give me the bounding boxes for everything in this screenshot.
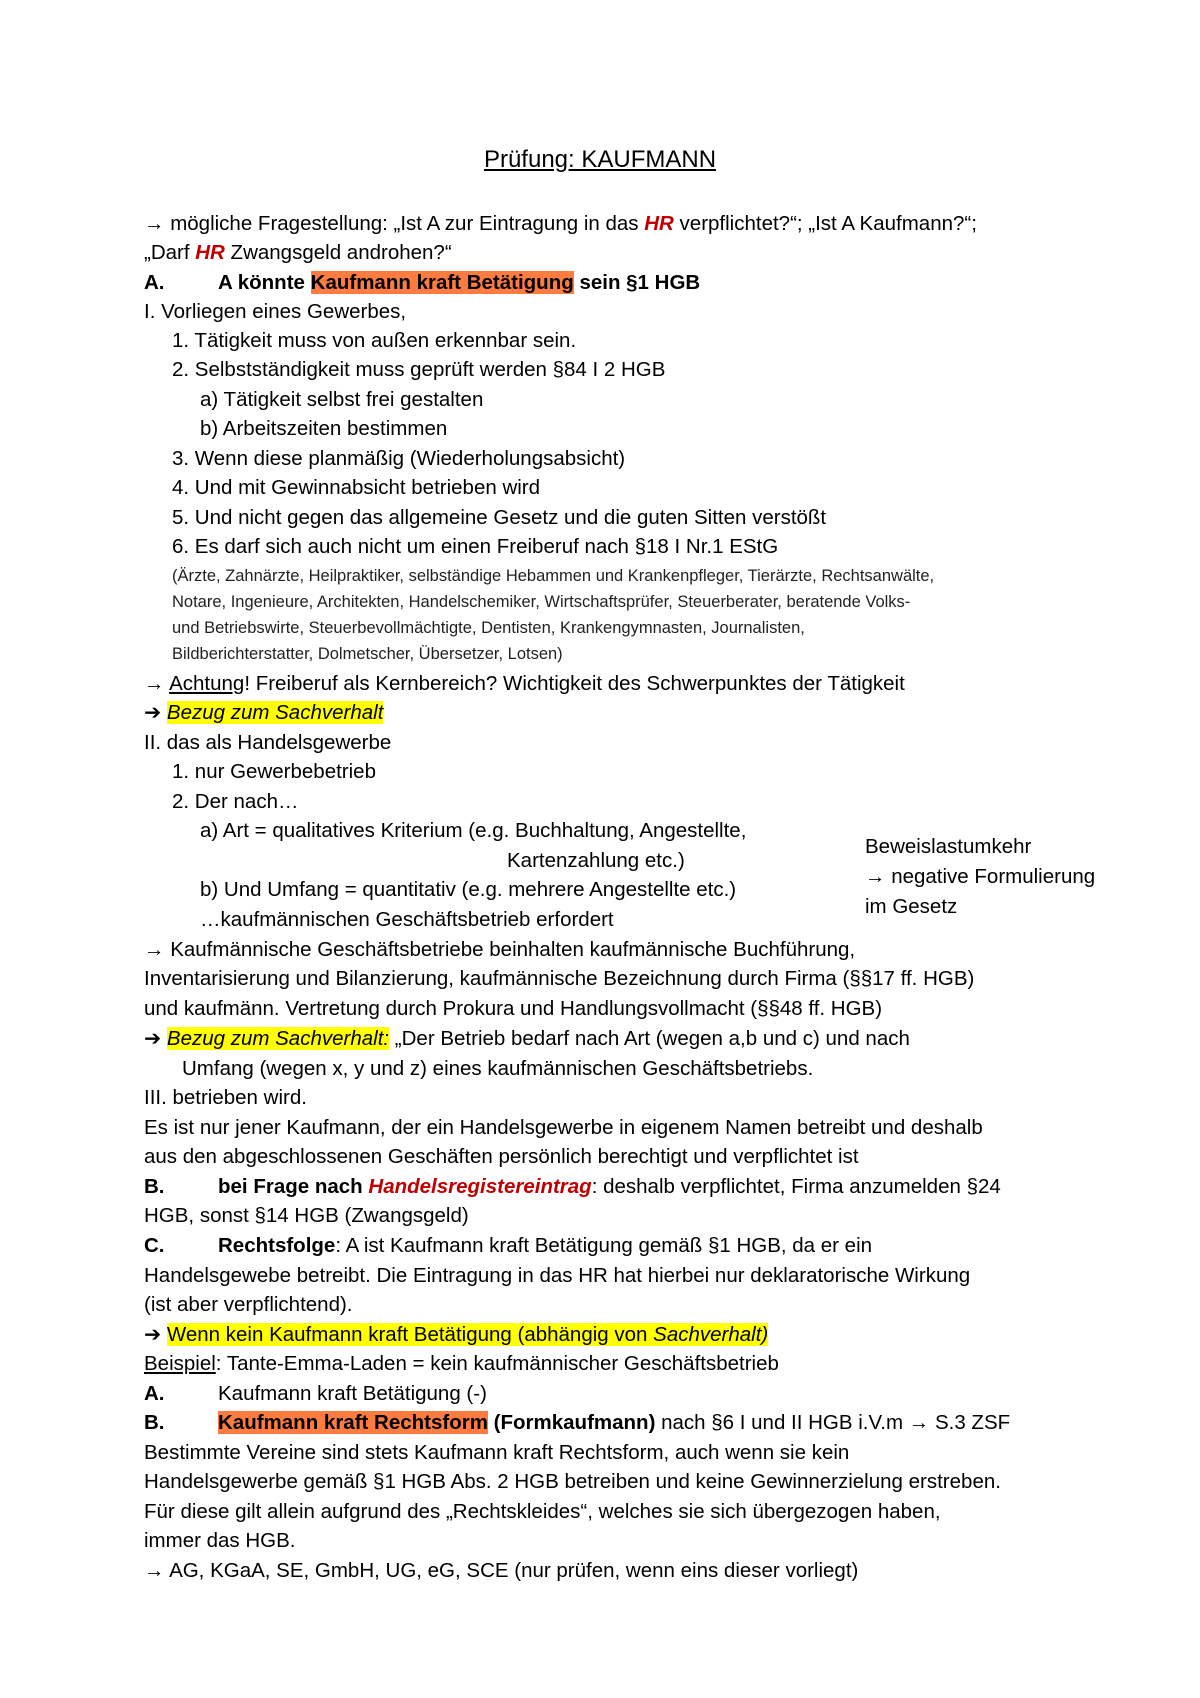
question-line-1: → mögliche Fragestellung: „Ist A zur Eintragung in das HR verpflichtet?“; „Ist A Kaufmann?“; [144, 212, 977, 235]
text-line: → Kaufmännische Geschäftsbetriebe beinhalten kaufmännische Buchführung, [144, 938, 856, 961]
list-item: 2. Selbstständigkeit muss geprüft werden §84 I 2 HGB [172, 358, 666, 381]
list-subitem: b) Und Umfang = quantitativ (e.g. mehrere Angestellte etc.) [200, 878, 737, 901]
beispiel-line: Beispiel: Tante-Emma-Laden = kein kaufmännischer Geschäftsbetrieb [144, 1352, 779, 1375]
heading-betrieben: III. betrieben wird. [144, 1086, 307, 1109]
highlight-orange: Kaufmann kraft Betätigung [310, 271, 574, 294]
arrow-icon: → [144, 212, 165, 235]
text-line: (ist aber verpflichtend). [144, 1293, 353, 1316]
list-item: 3. Wenn diese planmäßig (Wiederholungsabsicht) [172, 447, 626, 470]
text-line: Es ist nur jener Kaufmann, der ein Handelsgewerbe in eigenem Namen betreibt und deshalb [144, 1116, 983, 1139]
list-item: 1. Tätigkeit muss von außen erkennbar sein. [172, 329, 577, 352]
text-line: Handelsgewebe betreibt. Die Eintragung in das HR hat hierbei nur deklaratorische Wirkung [144, 1264, 971, 1287]
section-label: B. [144, 1411, 165, 1434]
heading-gewerbe: I. Vorliegen eines Gewerbes, [144, 300, 407, 323]
freiberuf-list-line: Notare, Ingenieure, Architekten, Handelschemiker, Wirtschaftsprüfer, Steuerberater, beratende Volks- [172, 593, 911, 611]
text-line: und kaufmänn. Vertretung durch Prokura und Handlungsvollmacht (§§48 ff. HGB) [144, 997, 883, 1020]
list-subitem-continued: Kartenzahlung etc.) [507, 849, 685, 872]
list-subitem: b) Arbeitszeiten bestimmen [200, 417, 448, 440]
list-item: 5. Und nicht gegen das allgemeine Gesetz und die guten Sitten verstößt [172, 506, 827, 529]
wenn-kein-line [144, 1321, 768, 1348]
page-title: Prüfung: KAUFMANN [483, 146, 717, 173]
highlight-yellow: Bezug zum Sachverhalt: [166, 1027, 390, 1050]
highlight-orange: Kaufmann kraft Rechtsform [218, 1411, 488, 1434]
hr-term: HR [195, 241, 225, 264]
highlight-yellow: Bezug zum Sachverhalt [166, 701, 384, 724]
text-line: Umfang (wegen x, y und z) eines kaufmännischen Geschäftsbetriebs. [182, 1057, 814, 1080]
hr-term: HR [644, 212, 674, 235]
list-item: 1. nur Gewerbebetrieb [172, 760, 376, 783]
handelsregister-term: Handelsregistereintrag [368, 1175, 592, 1198]
arrow-icon: → [908, 1411, 930, 1434]
arrow-icon: → [144, 938, 165, 961]
section-label: A. [144, 1382, 165, 1405]
arrow-icon: ➔ [144, 1323, 162, 1346]
list-item: 6. Es darf sich auch nicht um einen Freiberuf nach §18 I Nr.1 EStG [172, 535, 779, 558]
arrow-icon: → [144, 1559, 165, 1582]
section-label: B. [144, 1175, 165, 1198]
section-b-line: B. bei Frage nach Handelsregistereintrag: deshalb verpflichtet, Firma anzumelden §24 [144, 1175, 1001, 1198]
question-line-2: „Darf HR Zwangsgeld androhen?“ [144, 241, 452, 264]
section-label: A. [144, 271, 165, 294]
text-line: immer das HGB. [144, 1529, 296, 1552]
list-subitem: …kaufmännischen Geschäftsbetrieb erfordert [200, 908, 614, 931]
achtung-line: → Achtung! Freiberuf als Kernbereich? Wichtigkeit des Schwerpunktes der Tätigkeit [144, 672, 905, 695]
freiberuf-list-line: und Betriebswirte, Steuerbevollmächtigte, Dentisten, Krankengymnasten, Journalisten, [172, 619, 805, 637]
freiberuf-list-line: (Ärzte, Zahnärzte, Heilpraktiker, selbständige Hebammen und Krankenpfleger, Tierärzte, Rechtsanwälte, [172, 567, 935, 585]
arrow-icon: → [865, 865, 886, 888]
section-label: C. [144, 1234, 165, 1257]
list-item: 2. Der nach… [172, 790, 299, 813]
highlight-yellow: Wenn kein Kaufmann kraft Betätigung (abhängig von Sachverhalt) [166, 1323, 769, 1346]
list-subitem: a) Tätigkeit selbst frei gestalten [200, 388, 484, 411]
list-item: 4. Und mit Gewinnabsicht betrieben wird [172, 476, 541, 499]
text-line: aus den abgeschlossenen Geschäften persönlich berechtigt und verpflichtet ist [144, 1145, 859, 1168]
heading-handelsgewerbe: II. das als Handelsgewerbe [144, 731, 392, 754]
text-line: Bestimmte Vereine sind stets Kaufmann kraft Rechtsform, auch wenn sie kein [144, 1441, 850, 1464]
arrow-icon: → [144, 672, 165, 695]
list-subitem: a) Art = qualitatives Kriterium (e.g. Buchhaltung, Angestellte, [200, 819, 747, 842]
arrow-icon: ➔ [144, 1027, 162, 1050]
rechtsform-list-line: → AG, KGaA, SE, GmbH, UG, eG, SCE (nur prüfen, wenn eins dieser vorliegt) [144, 1559, 859, 1582]
side-note: Beweislastumkehr → negative Formulierung im Gesetz [865, 835, 1096, 918]
bezug-line-1 [144, 699, 383, 726]
section-b2-line: B. Kaufmann kraft Rechtsform (Formkaufmann) nach §6 I und II HGB i.V.m → S.3 ZSF [144, 1411, 1011, 1434]
section-c-line: C. Rechtsfolge: A ist Kaufmann kraft Betätigung gemäß §1 HGB, da er ein [144, 1234, 873, 1257]
arrow-icon: ➔ [144, 701, 162, 724]
text-line: Handelsgewerbe gemäß §1 HGB Abs. 2 HGB betreiben und keine Gewinnerzielung erstreben. [144, 1470, 1001, 1493]
text-line: Für diese gilt allein aufgrund des „Rechtskleides“, welches sie sich übergezogen haben, [144, 1500, 941, 1523]
freiberuf-list-line: Bildberichterstatter, Dolmetscher, Übersetzer, Lotsen) [172, 645, 563, 663]
section-a2-line: A. Kaufmann kraft Betätigung (-) [144, 1382, 487, 1405]
section-a-heading: A. A könnte Kaufmann kraft Betätigung sein §1 HGB [144, 271, 701, 294]
text-line: Inventarisierung und Bilanzierung, kaufmännische Bezeichnung durch Firma (§§17 ff. HGB) [144, 967, 975, 990]
text-line: HGB, sonst §14 HGB (Zwangsgeld) [144, 1204, 469, 1227]
bezug-line-2: ➔ Bezug zum Sachverhalt: „Der Betrieb bedarf nach Art (wegen a,b und c) und nach [144, 1027, 910, 1050]
